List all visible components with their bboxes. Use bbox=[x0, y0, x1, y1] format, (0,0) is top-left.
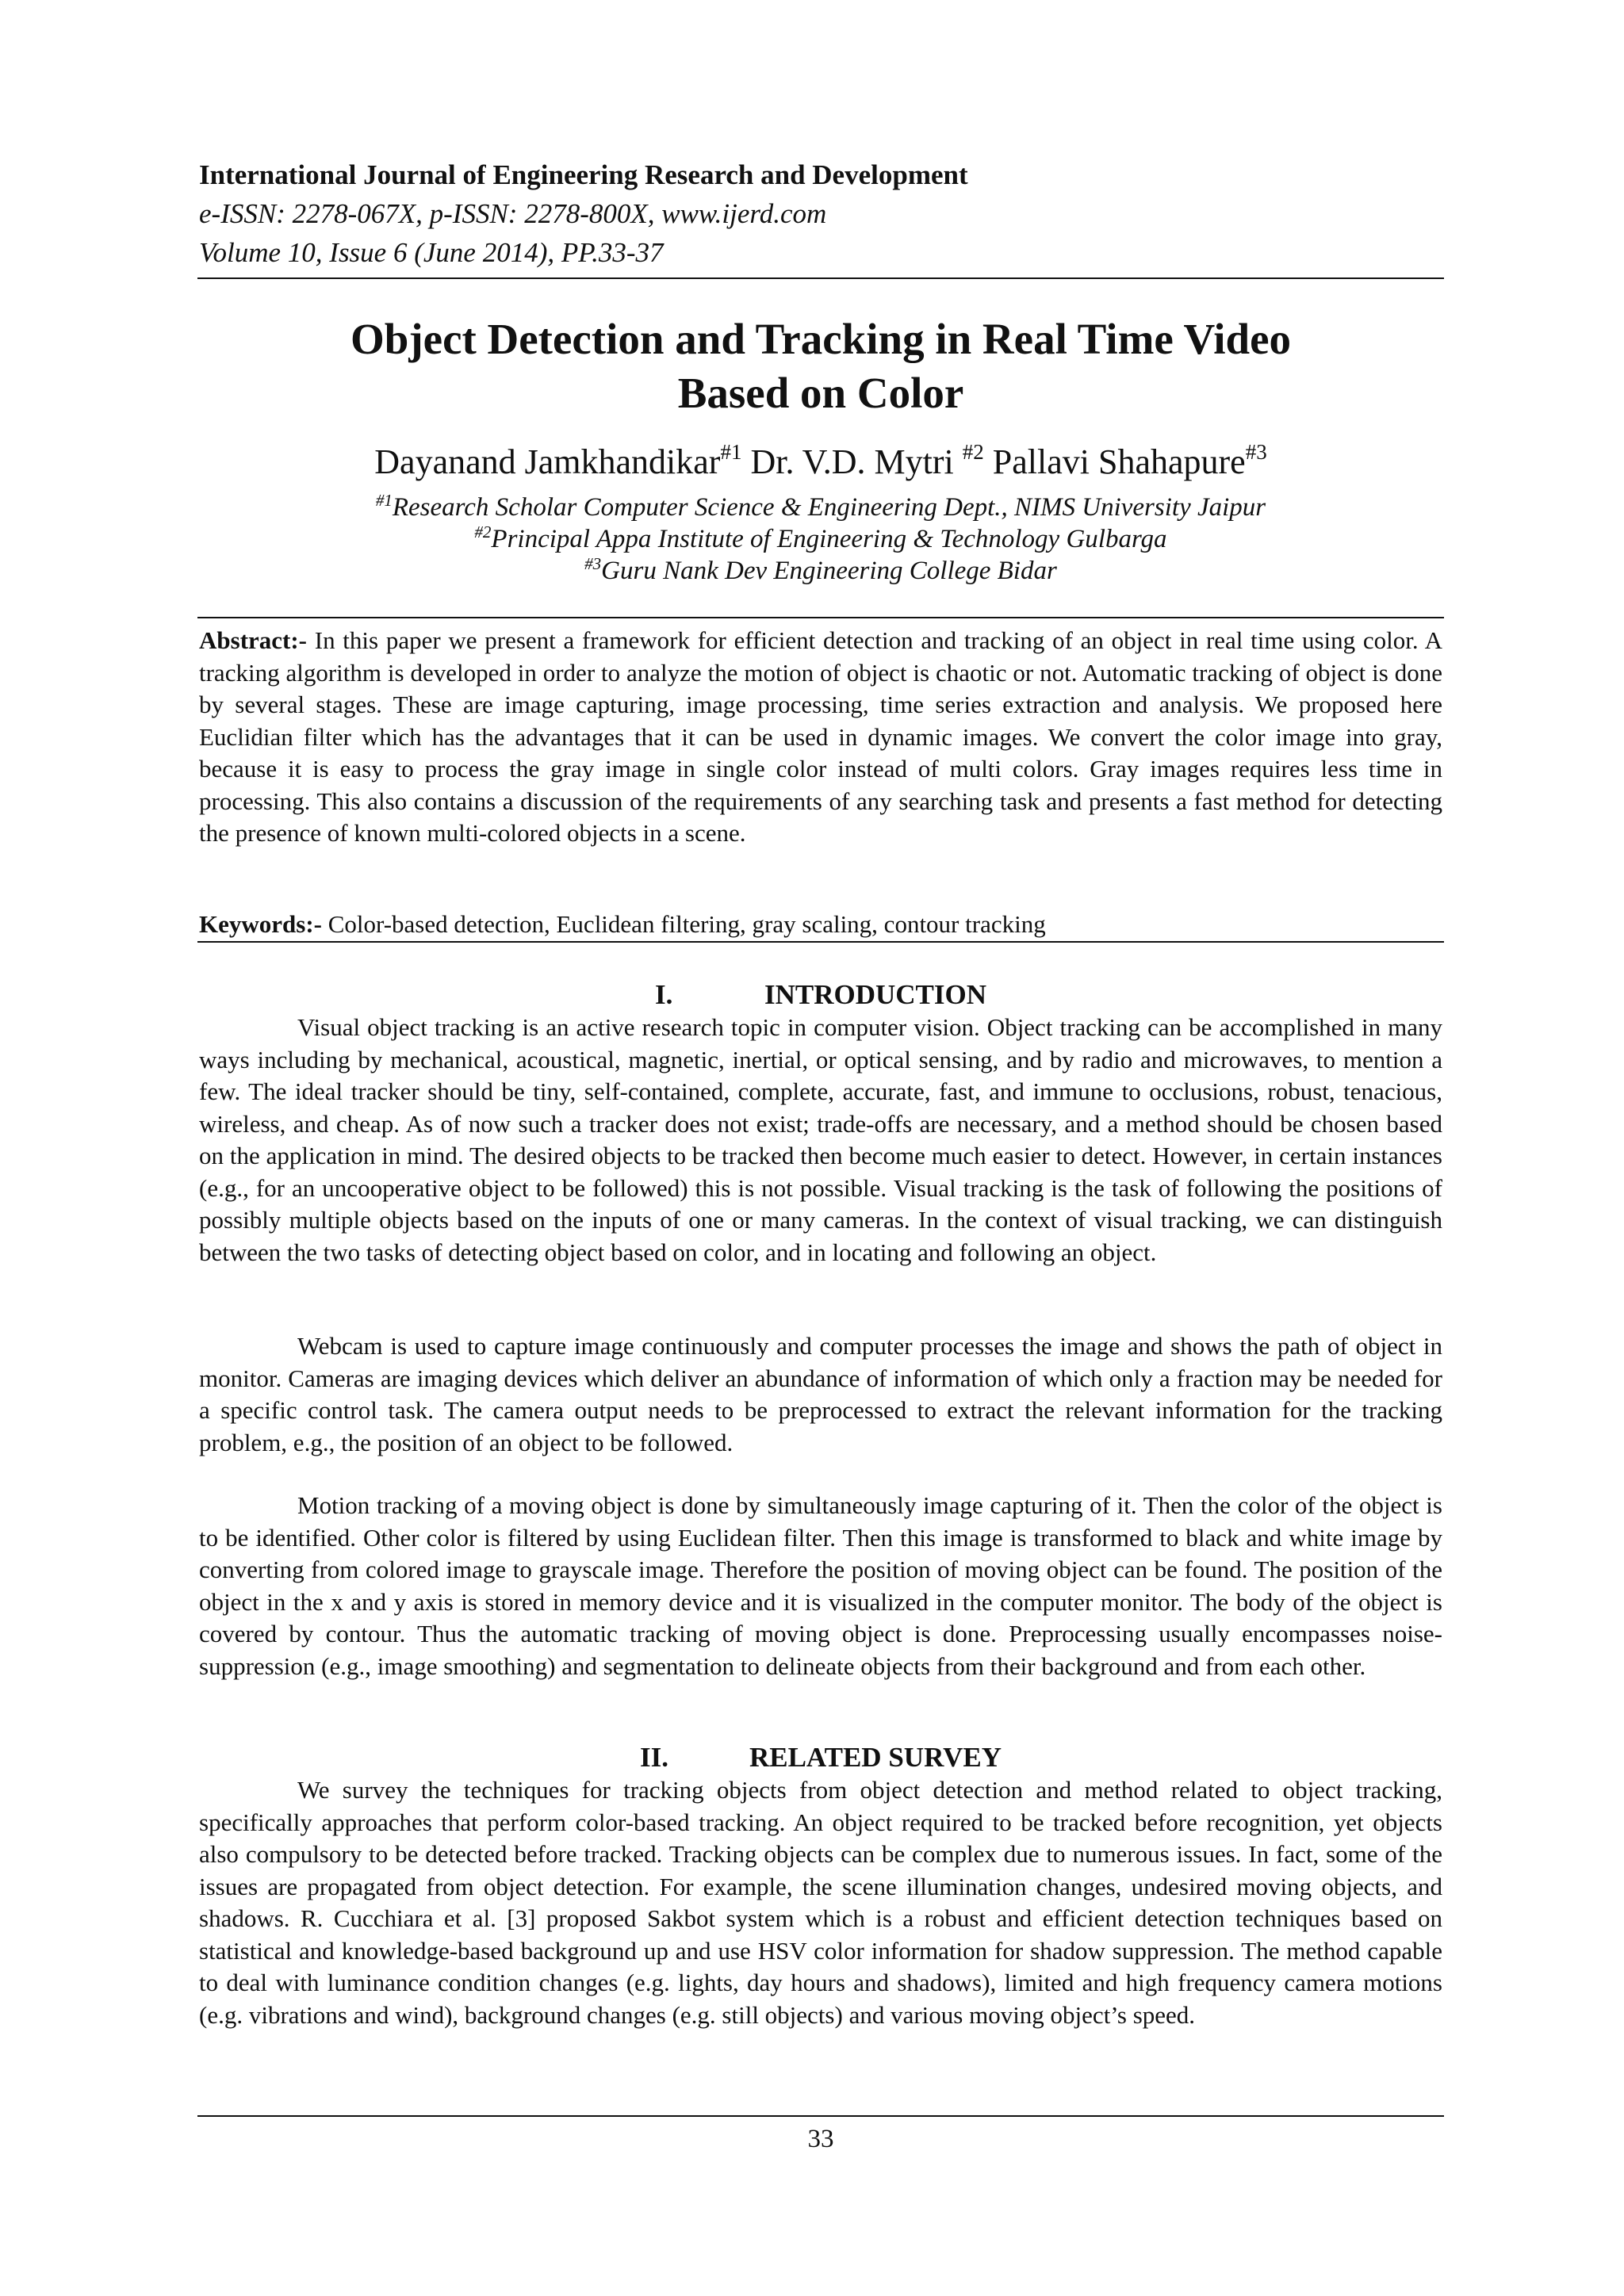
keywords-text: Color-based detection, Euclidean filtering, gray scaling, contour tracking bbox=[327, 910, 1046, 938]
intro-paragraph-1: Visual object tracking is an active research topic in computer vision. Object tracking can be accomplished in many ways including by mechanical, acoustical, magnetic, inertial, or optical sensing, and by radio and microwaves, to mention a few. The ideal tracker should be tiny, self-contained, complete, accurate, fast, and immune to occlusions, robust, tenacious, wireless, and cheap. As of now such a tracker does not exist; trade-offs are necessary, and a method should be chosen based on the application in mind. The desired objects to be tracked then become much easier to detect. However, in certain instances (e.g., for an uncooperative object to be followed) this is not possible. Visual tracking is the task of following the positions of possibly multiple objects based on the inputs of one or many cameras. In the context of visual tracking, we can distinguish between the two tasks of detecting object based on color, and in locating and following an object. bbox=[199, 1013, 1442, 1266]
title-line-1: Object Detection and Tracking in Real Time Video bbox=[350, 315, 1292, 363]
author-name: Pallavi Shahapure bbox=[992, 442, 1246, 481]
affiliation-line bbox=[197, 523, 1444, 555]
abstract bbox=[199, 625, 1442, 850]
author-list bbox=[197, 440, 1444, 484]
affiliation-mark: #2 bbox=[474, 522, 492, 541]
section-heading-related-survey bbox=[197, 1742, 1444, 1774]
author-name: Dr. V.D. Mytri bbox=[750, 442, 963, 481]
journal-header bbox=[199, 155, 1444, 272]
keywords bbox=[199, 909, 1442, 941]
author-mark: #2 bbox=[962, 440, 984, 464]
intro-paragraph-2: Webcam is used to capture image continuously and computer processes the image and shows the path of object in monitor. Cameras are imaging devices which deliver an abundance of information of which only a fraction may be needed for a specific control task. The camera output needs to be preprocessed to extract the relevant information for the tracking problem, e.g., the position of an object to be followed. bbox=[199, 1332, 1442, 1456]
affiliation-text: Principal Appa Institute of Engineering & Technology Gulbarga bbox=[491, 525, 1167, 553]
title-line-2: Based on Color bbox=[677, 369, 964, 417]
keywords-label: Keywords:- bbox=[199, 910, 322, 938]
author-name: Dayanand Jamkhandikar bbox=[374, 442, 721, 481]
section-heading-introduction bbox=[197, 979, 1444, 1011]
affiliation-text: Guru Nank Dev Engineering College Bidar bbox=[601, 557, 1057, 585]
journal-name: International Journal of Engineering Research and Development bbox=[199, 159, 968, 190]
abstract-text: In this paper we present a framework for efficient detection and tracking of an object in real time using color. A tracking algorithm is developed in order to analyze the motion of object is chaotic or not. Automatic tracking of object is done by several stages. These are image capturing, image processing, time series extraction and analysis. We proposed here Euclidian filter which has the advantages that it can be used in dynamic images. We convert the color image into gray, because it is easy to process the gray image in single color instead of multi colors. Gray images requires less time in processing. This also contains a discussion of the requirements of any searching task and presents a fast method for detecting the presence of known multi-colored objects in a scene. bbox=[199, 626, 1442, 847]
section-number: II. bbox=[639, 1742, 668, 1773]
affiliation-text: Research Scholar Computer Science & Engineering Dept., NIMS University Jaipur bbox=[392, 493, 1266, 522]
journal-issn: e-ISSN: 2278-067X, p-ISSN: 2278-800X, www.ijerd.com bbox=[199, 198, 827, 229]
author-mark: #3 bbox=[1245, 440, 1267, 464]
survey-paragraph-1: We survey the techniques for tracking objects from object detection and method related to object tracking, specifically approaches that perform color-based tracking. An object required to be tracked before recognition, yet objects also compulsory to be detected before tracked. Tracking objects can be complex due to numerous issues. In fact, some of the issues are propagated from object detection. For example, the scene illumination changes, undesired moving objects, and shadows. R. Cucchiara et al. [3] proposed Sakbot system which is a robust and efficient detection techniques based on statistical and knowledge-based background up and use HSV color information for shadow suppression. The method capable to deal with luminance condition changes (e.g. lights, day hours and shadows), limited and high frequency camera motions (e.g. vibrations and wind), background changes (e.g. still objects) and various moving object’s speed. bbox=[199, 1776, 1442, 2029]
intro-paragraph-3: Motion tracking of a moving object is done by simultaneously image capturing of it. Then the color of the object is to be identified. Other color is filtered by using Euclidean filter. Then this image is transformed to black and white image by converting from colored image to grayscale image. Therefore the position of moving object can be found. The position of the object in the x and y axis is stored in memory device and it is visualized in the computer monitor. The body of the object is covered by contour. Thus the automatic tracking of moving object is done. Preprocessing usually encompasses noise-suppression (e.g., image smoothing) and segmentation to delineate objects from their background and from each other. bbox=[199, 1491, 1442, 1680]
journal-volume: Volume 10, Issue 6 (June 2014), PP.33-37 bbox=[199, 237, 664, 268]
affiliation-mark: #3 bbox=[584, 554, 602, 573]
header-divider bbox=[197, 277, 1444, 279]
paper-title bbox=[197, 312, 1444, 420]
section-title: INTRODUCTION bbox=[764, 979, 987, 1010]
section-number: I. bbox=[654, 979, 673, 1010]
abstract-top-divider bbox=[197, 617, 1444, 618]
affiliation-line bbox=[197, 555, 1444, 587]
affiliation-line bbox=[197, 492, 1444, 523]
section-title: RELATED SURVEY bbox=[749, 1742, 1002, 1773]
footer-divider bbox=[197, 2115, 1444, 2117]
page-number: 33 bbox=[807, 2125, 834, 2153]
affiliation-mark: #1 bbox=[375, 491, 393, 510]
author-mark: #1 bbox=[720, 440, 742, 464]
affiliations bbox=[197, 492, 1444, 587]
keywords-divider bbox=[197, 941, 1444, 943]
abstract-label: Abstract:- bbox=[199, 626, 308, 654]
